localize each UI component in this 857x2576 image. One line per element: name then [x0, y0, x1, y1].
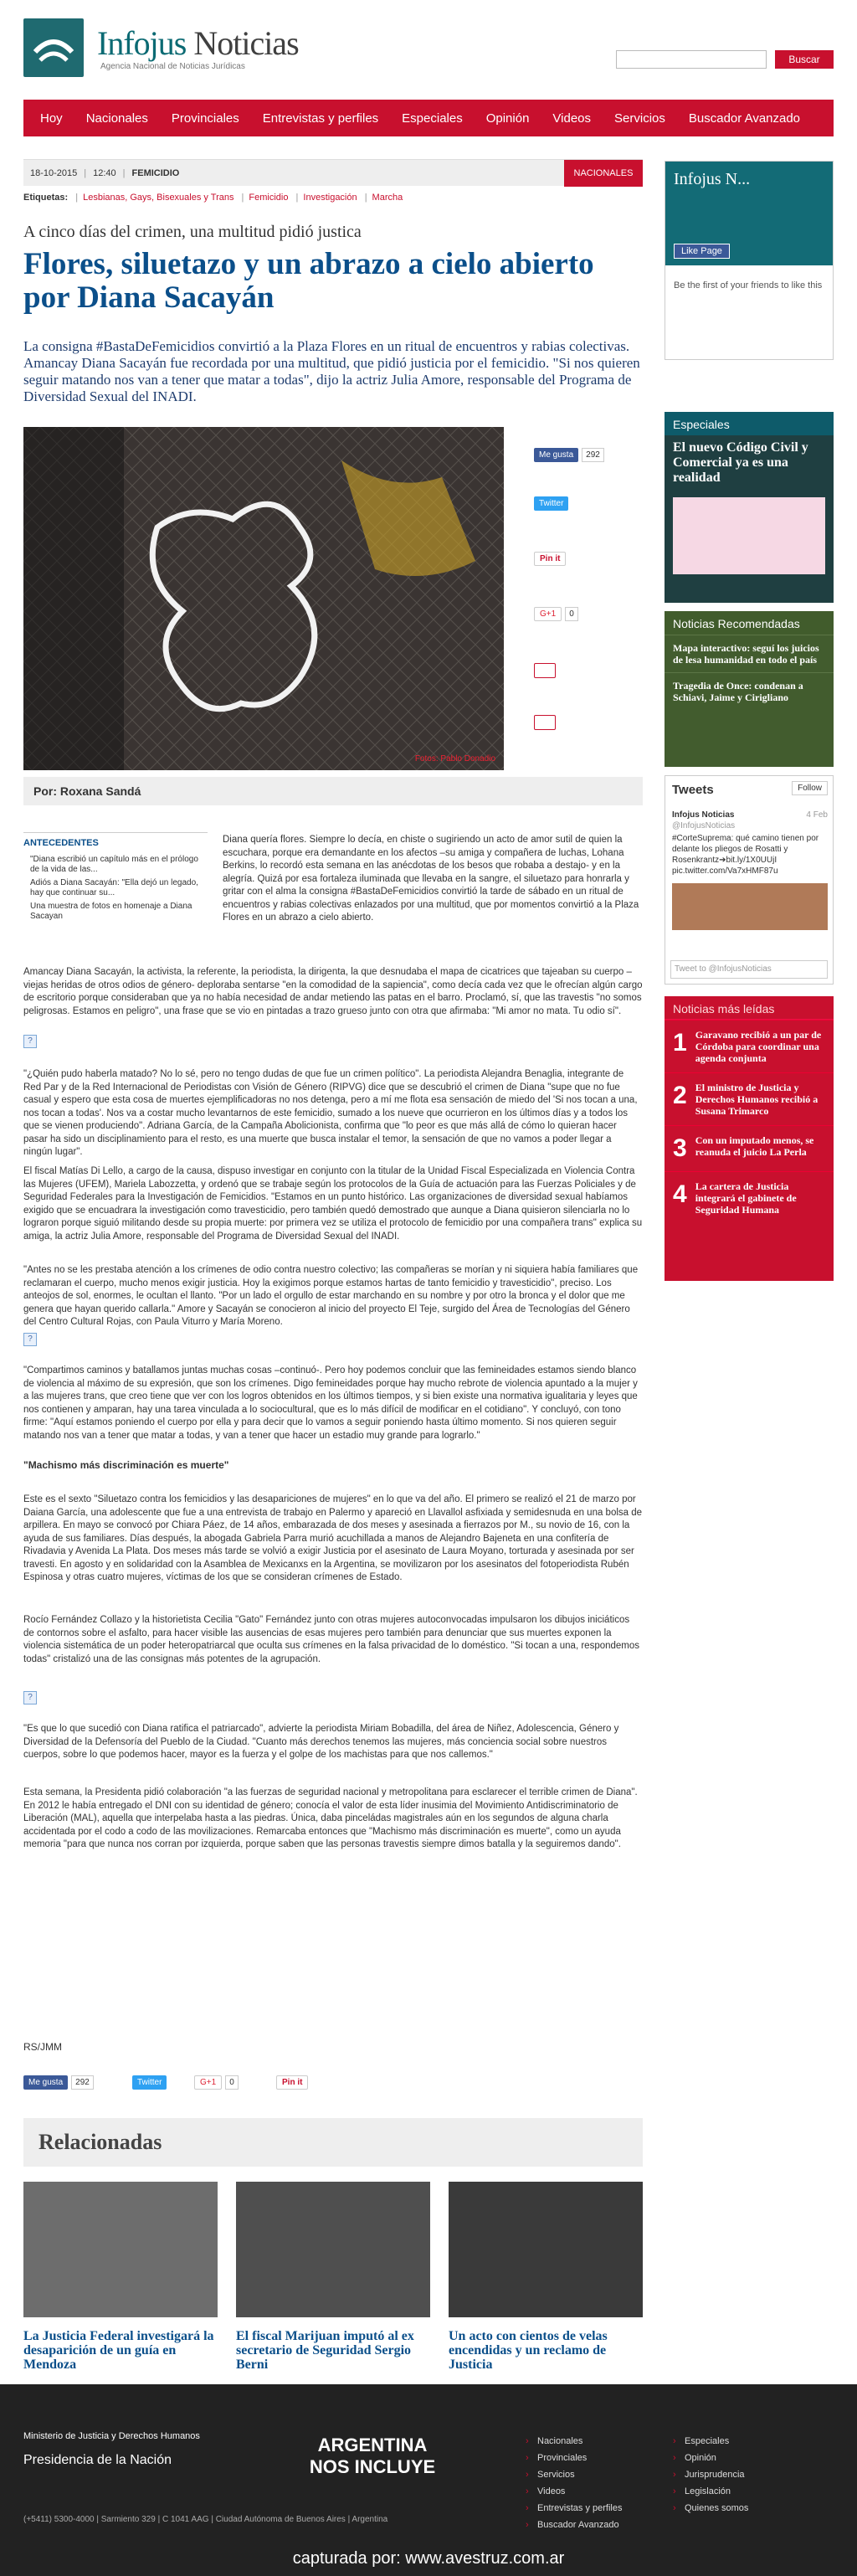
related-item[interactable] — [236, 2182, 430, 2372]
related-item-title[interactable]: La Justicia Federal investigará la desaparición de un guía en Mendoza — [23, 2329, 214, 2372]
related-item[interactable] — [23, 2182, 218, 2372]
footer-link[interactable]: › Opinión — [673, 2450, 748, 2466]
twitter-follow-button[interactable]: Follow — [792, 781, 828, 795]
especiales-image[interactable] — [673, 497, 825, 574]
twitter-button[interactable]: Twitter — [534, 496, 568, 511]
footer-argentina-logo: ARGENTINA NOS INCLUYE — [309, 2435, 436, 2477]
mas-leida-item[interactable]: 4 La cartera de Justicia integrará el gabinete de Seguridad Humana — [665, 1171, 834, 1224]
mas-leida-title[interactable]: Con un imputado menos, se reanuda el juicio La Perla — [695, 1134, 814, 1158]
mas-leida-item[interactable]: 1 Garavano recibió a un par de Córdoba para coordinar una agenda conjunta — [665, 1020, 834, 1072]
footer-link[interactable]: › Entrevistas y perfiles — [526, 2500, 622, 2517]
bottom-share-bar — [23, 2075, 643, 2095]
article-kicker: A cinco días del crimen, una multitud pidió justica — [23, 223, 362, 241]
mas-leida-title[interactable]: Garavano recibió a un par de Córdoba para coordinar una agenda conjunta — [695, 1029, 822, 1064]
category-badge[interactable]: NACIONALES — [564, 160, 643, 187]
search-button[interactable]: Buscar — [775, 50, 834, 69]
footer-links-col1 — [526, 2433, 622, 2533]
related-image[interactable] — [23, 2182, 218, 2317]
article-lead: La consigna #BastaDeFemicidios convirtió a la Plaza Flores en un ritual de encuentros y rabias colectivas. Amancay Diana Sacayán fue recordada por una multitud, que pidió justicia por el femicidio. "Si nos quieren seguir matando nos van a tener que matar a todas", dijo la actriz Julia Amore, responsable del Programa de Diversidad Sexual del INADI. — [23, 338, 640, 404]
article-date: 18-10-2015 — [30, 167, 78, 178]
nav-item-videos[interactable]: Videos — [552, 111, 592, 126]
pinterest-button[interactable]: Pin it — [276, 2075, 308, 2090]
footer-ministry: Ministerio de Justicia y Derechos Humanos — [23, 2431, 200, 2441]
especiales-title[interactable]: El nuevo Código Civil y Comercial ya es una realidad — [673, 440, 808, 485]
pinterest-button[interactable]: Pin it — [534, 552, 566, 566]
article-paragraph: Rocío Fernández Collazo y la historietista Cecilia "Gato" Fernández junto con otras mujeres autoconvocadas impulsaron los dibujos iniciáticos de contornos sobre el asfalto, para hacer visible las ausencias de esas mujeres pero también para denunciar que sus muertes exponen la violencia sistemática de un poder heteropatriarcal que oculta sus crímenes en la falsa privacidad de lo doméstico. "Si tocan a una, respondemos todas" cristalizó una de las consignas más potentes de la agrupación. — [23, 1615, 640, 1664]
facebook-page-name[interactable]: Infojus N... — [674, 170, 751, 188]
footer-link[interactable]: › Quienes somos — [673, 2500, 748, 2517]
related-image[interactable] — [449, 2182, 643, 2317]
recomendada-link[interactable]: Tragedia de Once: condenan a Schiavi, Jaime y Cirigliano — [665, 672, 834, 710]
mas-leidas-head: Noticias más leídas — [665, 996, 834, 1020]
article-paragraph: "Es que lo que sucedió con Diana ratifica el patriarcado", advierte la periodista Miriam Bobadilla, del área de Niñez, Adolescencia, Género y Diversidad de la Defensoría del Pueblo de la Ciudad. "Cuanto más derechos tenemos las mujeres, más conciencia social sobre nuestros cuerpos, sobre lo que podemos hacer, mayor es la fuerza y el golpe de los machistas para que nos callemos." — [23, 1724, 619, 1760]
tweet-text: #CorteSuprema: qué camino tienen por delante los pliegos de Rosatti y Rosenkrantz➔bit.ly/1X0UUjI pic.twitter.com/Va7xHMF87u — [672, 834, 819, 876]
article-section[interactable]: FEMICIDIO — [131, 167, 180, 178]
nav-item-opinion[interactable]: Opinión — [485, 111, 530, 126]
antecedentes-box — [23, 832, 208, 925]
nav-item-especiales[interactable]: Especiales — [402, 111, 463, 126]
article-paragraph: "Antes no se les prestaba atención a los crímenes de odio contra nuestro colectivo; las compañeras se morían y ni siquiera había familiares que reclamaran el cuerpo, mucho menos exigir justicia. Hoy la exigimos porque estamos hartas de tanto femicidio y travesticidio", preciso. Los anteojos de sol, enormes, le ocultan el llanto. "Por un lado el orgullo de estar marchando en su nombre y por otro la bronca y el dolor que me genera que hayan querido callarla." Amore y Sacayán se conocieron al inicio del proyecto El Teje, surgido del Área de Tecnologías del Género del Centro Cultural Rojas, con Paula Viturro y María Moreno. — [23, 1265, 639, 1327]
tweet-user[interactable]: Infojus Noticias — [672, 810, 735, 820]
facebook-like-button[interactable]: Me gusta — [23, 2075, 68, 2090]
tag-item[interactable]: Investigación — [303, 193, 357, 203]
search-input[interactable] — [616, 50, 767, 69]
tag-item[interactable]: Femicidio — [249, 193, 289, 203]
nav-item-nacionales[interactable]: Nacionales — [85, 111, 148, 126]
mas-leida-title[interactable]: El ministro de Justicia y Derechos Humanos recibió a Susana Trimarco — [695, 1082, 819, 1117]
article-paragraph: Amancay Diana Sacayán, la activista, la referente, la periodista, la dirigenta, la que desnudaba el mapa de cicatrices que tajeaban su cuerpo –viejas heridas de otros odios de género- deploraba sentarse "en la comodidad de la sapiencia", como decía cada vez que le ofrecían algún cargo de escritorio porque consideraban que ya no había necesidad de andar metiendo las patas en el barro. Proclamó, sí, que las travestis "no somos peligrosas. Estamos en peligro", una frase que se vio en pintadas a trazo grueso junto con otra que afirmaba: "Mi amor no mata. Tu odio sí". — [23, 967, 643, 1016]
twitter-widget — [665, 775, 834, 985]
recomendada-link[interactable]: Mapa interactivo: seguí los juicios de lesa humanidad en todo el país — [665, 635, 834, 672]
print-icon[interactable] — [534, 663, 556, 678]
facebook-like-page-button[interactable]: Like Page — [674, 244, 730, 259]
facebook-first-friends: Be the first of your friends to like this — [674, 280, 823, 291]
article-signature: RS/JMM — [23, 2041, 62, 2053]
tweet-image[interactable] — [672, 883, 828, 930]
footer-link[interactable]: › Jurisprudencia — [673, 2466, 748, 2483]
twitter-button[interactable]: Twitter — [132, 2075, 167, 2090]
footer-links-col2 — [673, 2433, 748, 2517]
facebook-count: 292 — [582, 448, 604, 462]
nav-item-servicios[interactable]: Servicios — [614, 111, 665, 126]
facebook-count: 292 — [71, 2075, 94, 2090]
related-item[interactable] — [449, 2182, 643, 2372]
tag-item[interactable]: Lesbianas, Gays, Bisexuales y Trans — [83, 193, 234, 203]
mas-leida-item[interactable]: 2 El ministro de Justicia y Derechos Humanos recibió a Susana Trimarco — [665, 1072, 834, 1125]
logo-icon[interactable] — [23, 18, 84, 77]
antecedentes-title: ANTECEDENTES — [23, 838, 99, 848]
related-title: Relacionadas — [23, 2118, 643, 2167]
recomendadas-box — [665, 611, 834, 767]
photo-credit: Fotos: Pablo Donadio — [414, 754, 495, 764]
tags-row: Etiquetas: | Lesbianas, Gays, Bisexuales y Trans | Femicidio | Investigación | Marcha — [23, 193, 403, 203]
especiales-box — [665, 412, 834, 603]
quote-icon: ? — [23, 1691, 37, 1704]
article-author: Por: Roxana Sandá — [23, 777, 643, 805]
facebook-page-widget — [665, 161, 834, 360]
capture-watermark: capturada por: www.avestruz.com.ar — [292, 2549, 565, 2568]
nav-item-buscador[interactable]: Buscador Avanzado — [688, 111, 801, 126]
nav-item-provinciales[interactable]: Provinciales — [171, 111, 239, 126]
site-footer — [0, 2384, 857, 2576]
email-icon[interactable] — [534, 715, 556, 730]
nav-item-hoy[interactable]: Hoy — [40, 111, 63, 126]
article-paragraph: Esta semana, la Presidenta pidió colaboración "a las fuerzas de seguridad nacional y metropolitana para esclarecer el terrible crimen de Diana". En 2012 le había entregado el DNI con su identidad de género; conocía el valor de esta líder inusimia del Movimiento Antidiscriminatorio de Liberación (MAL), aquella que interpelaba hasta a las piedras. Única, daba pinceládas magistrales aún en los segundos de alguna charla accidentada por el codo a codo de las movilizaciones. Remarcaba entonces que "Machismo más discriminación es muerte", como un ayuda memoria "para que nunca nos corran por izquierda, porque saben que las personas travestis siempre dimos batalla y la seguiremos dando". — [23, 1787, 638, 1849]
mas-leida-title[interactable]: La cartera de Justicia integrará el gabinete de Seguridad Humana — [695, 1180, 797, 1216]
footer-presidency: Presidencia de la Nación — [23, 2453, 172, 2467]
logo-text[interactable]: Infojus Noticias — [97, 24, 299, 62]
nav-item-entrevistas[interactable]: Entrevistas y perfiles — [262, 111, 379, 126]
google-plus-button[interactable]: G+1 — [534, 607, 562, 621]
footer-address: (+5411) 5300-4000 | Sarmiento 329 | C 1041 AAG | Ciudad Autónoma de Buenos Aires | Argentina — [23, 2515, 388, 2524]
footer-link[interactable]: › Legislación — [673, 2483, 748, 2500]
mas-leidas-box — [665, 996, 834, 1281]
article-paragraph: "Compartimos caminos y batallamos juntas muchas cosas –continuó-. Pero hoy podemos concluir que las femineidades estamos siendo blanco de violencia al máximo de su expresión, que son los crímenes. Digo femineidades porque hay mucho rebrote de violencia apuntado a la mujer y a las mujeres trans, que creo tiene que ver con los logros obtenidos en los últimos tiempos, y si bien existe una normativa igualitaria y leyes que nos contienen y amparan, hay una tarea vinculada a lo sociocultural, que es lo más difícil de modificar en el cotidiano". Y concluyó, con tono firme: "Aquí estamos poniendo el cuerpo por ella y para decir que lo vamos a seguir poniendo hasta último momento. Si nos quieren seguir matando nos van a tener que matar a todas, y van a tener que hacer un estadio muy grande para lograrlo." — [23, 1365, 638, 1441]
article-intro: Diana quería flores. Siempre lo decía, en chiste o sugiriendo un acto de amor sutil de quien la escuchara, porque era demandante en los afectos –su amiga y compañera de luchas, Lohana Berkins, lo recordó esta semana en las anécdotas de los besos que robaba a destajo- y en la alegría. Quizá por esa fortaleza iluminada que llevaba en la sangre, el siluetazo para honrarla y gritar con el alma la consigna #BastaDeFemicidios convirtió la tarde de sábado en un ritual de encuentros y rabias colectivas enlazados por una multitud, que por momentos convirtió a la Plaza Flores en un abrazo a cielo abierto. — [223, 835, 639, 923]
article-photo[interactable] — [23, 427, 504, 770]
article-time: 12:40 — [93, 167, 116, 178]
related-item-title[interactable]: Un acto con cientos de velas encendidas y un reclamo de Justicia — [449, 2329, 608, 2372]
google-plus-count: 0 — [565, 607, 578, 621]
google-plus-count: 0 — [225, 2075, 239, 2090]
logo-subtitle: Agencia Nacional de Noticias Jurídicas — [100, 62, 245, 71]
quote-icon: ? — [23, 1035, 37, 1048]
article-headline: Flores, siluetazo y un abrazo a cielo abierto por Diana Sacayán — [23, 247, 594, 315]
tweet — [672, 810, 828, 930]
antecedente-link[interactable]: "Diana escribió un capítulo más en el prólogo de la vida de las... — [30, 855, 198, 874]
related-item-title[interactable]: El fiscal Marijuan imputó al ex secretario de Seguridad Sergio Berni — [236, 2329, 414, 2372]
related-image[interactable] — [236, 2182, 430, 2317]
article-paragraph: El fiscal Matías Di Lello, a cargo de la causa, dispuso investigar en conjunto con la titular de la Unidad Fiscal Especializada en Violencia Contra las Mujeres (UFEM), Mariela Labozzetta, y ordenó que se trabaje según los protocolos de la Guía de actuación para las Fuerzas Policiales y de Seguridad Federales para la Investigación de Femicidios. "Estamos en un punto histórico. Las organizaciones de diversidad sexual habíamos exigido que se encuadrara la investigación como travesticidio, pero también quedó demostrado que aunque a Diana quisieron silenciarla no lo lograron porque siguió militando desde su propia muerte: por primera vez se utiliza el protocolo de femicidio por una compañera trans" explica su amiga, la actriz Julia Amore, responsable del Programa de Diversidad Sexual del INADI. — [23, 1166, 643, 1242]
footer-link[interactable]: › Nacionales — [526, 2433, 622, 2450]
tags-label: Etiquetas: — [23, 193, 69, 203]
article-paragraph: "¿Quién pudo haberla matado? No lo sé, pero no tengo dudas de que fue un crimen político". La periodista Alejandra Benaglia, integrante de Red Par y de la Red Internacional de Periodistas con Visión de Género (RIPVG) dice que se descubrió el crimen de Diana "supe que no fue casual y espero que esta cosa de muertes ejemplificadoras no nos detenga, pero a mí me flota esa sensación de miedo del 'Si nos tocan a una, nos tocan a todas'. Nos va a costar mucho levantarnos de este femicidio, sumado a los nueve que ocurrieron en los últimos días y a todos los que se vienen produciendo". Adriana García, de la Campaña Abolicionista, confirma que "lo peor es que más allá de cómo lo quieran hacer pasar ha sido un disciplinamiento para el resto, es una muerte que busca instalar el temor, la sensación de que no vamos a poder llegar a ningún lugar". — [23, 1069, 638, 1157]
facebook-like-button[interactable]: Me gusta — [534, 448, 578, 462]
mas-leida-item[interactable]: 3 Con un imputado menos, se reanuda el juicio La Perla — [665, 1125, 834, 1171]
google-plus-button[interactable]: G+1 — [194, 2075, 222, 2090]
main-nav — [23, 100, 834, 136]
tweets-head: Tweets — [672, 783, 714, 797]
quote-icon: ? — [23, 1333, 37, 1346]
antecedente-link[interactable]: Una muestra de fotos en homenaje a Diana Sacayan — [30, 902, 192, 921]
tweet-handle: @InfojusNoticias — [672, 821, 736, 830]
article-paragraph: Este es el sexto "Siluetazo contra los femicidios y las desapariciones de mujeres" en lo que va del año. El primero se realizó el 21 de marzo por Daiana García, una adolescente que fue a una entrevista de trabajo en Palermo y apareció en Llavallol asfixiada y semidesnuda en una bolsa de arpillera. En mayo se convocó por Chiara Páez, de 14 años, embarazada de dos meses y asesinada a fierrazos por M., su novio de 16, con la ayuda de sus familiares. Días después, la abogada Gabriela Parra murió acuchillada a manos de Alejandro Bajeneta en una confitería de Rivadavia y Avenida La Plata. Dos meses más tarde se volvió a exigir Justicia por el asesinato de Laura Moyano, torturada y asesinada por ser travesti. En agosto y en solidaridad con la Asamblea de Mexicanxs en la Argentina, se movilizaron por los asesinatos del fotoperiodista Rubén Espinosa y otras cuatro mujeres, víctimas de los que se consideran crímenes de Estado. — [23, 1494, 643, 1582]
site-header — [23, 18, 834, 84]
footer-link[interactable]: › Especiales — [673, 2433, 748, 2450]
footer-link[interactable]: › Provinciales — [526, 2450, 622, 2466]
footer-link[interactable]: › Buscador Avanzado — [526, 2517, 622, 2533]
antecedente-link[interactable]: Adiós a Diana Sacayán: "Ella dejó un legado, hay que continuar su... — [30, 878, 198, 897]
tweet-date: 4 Feb — [806, 810, 828, 820]
tweet-input[interactable]: Tweet to @InfojusNoticias — [670, 960, 828, 979]
article-meta: 18-10-2015 | 12:40 | FEMICIDIO NACIONALES — [23, 159, 643, 186]
recomendadas-head: Noticias Recomendadas — [665, 611, 834, 635]
article-subheading: "Machismo más discriminación es muerte" — [23, 1459, 229, 1471]
facebook-page-banner[interactable] — [665, 162, 833, 265]
especiales-head: Especiales — [665, 412, 834, 435]
tag-item[interactable]: Marcha — [372, 193, 403, 203]
footer-link[interactable]: › Videos — [526, 2483, 622, 2500]
footer-link[interactable]: › Servicios — [526, 2466, 622, 2483]
